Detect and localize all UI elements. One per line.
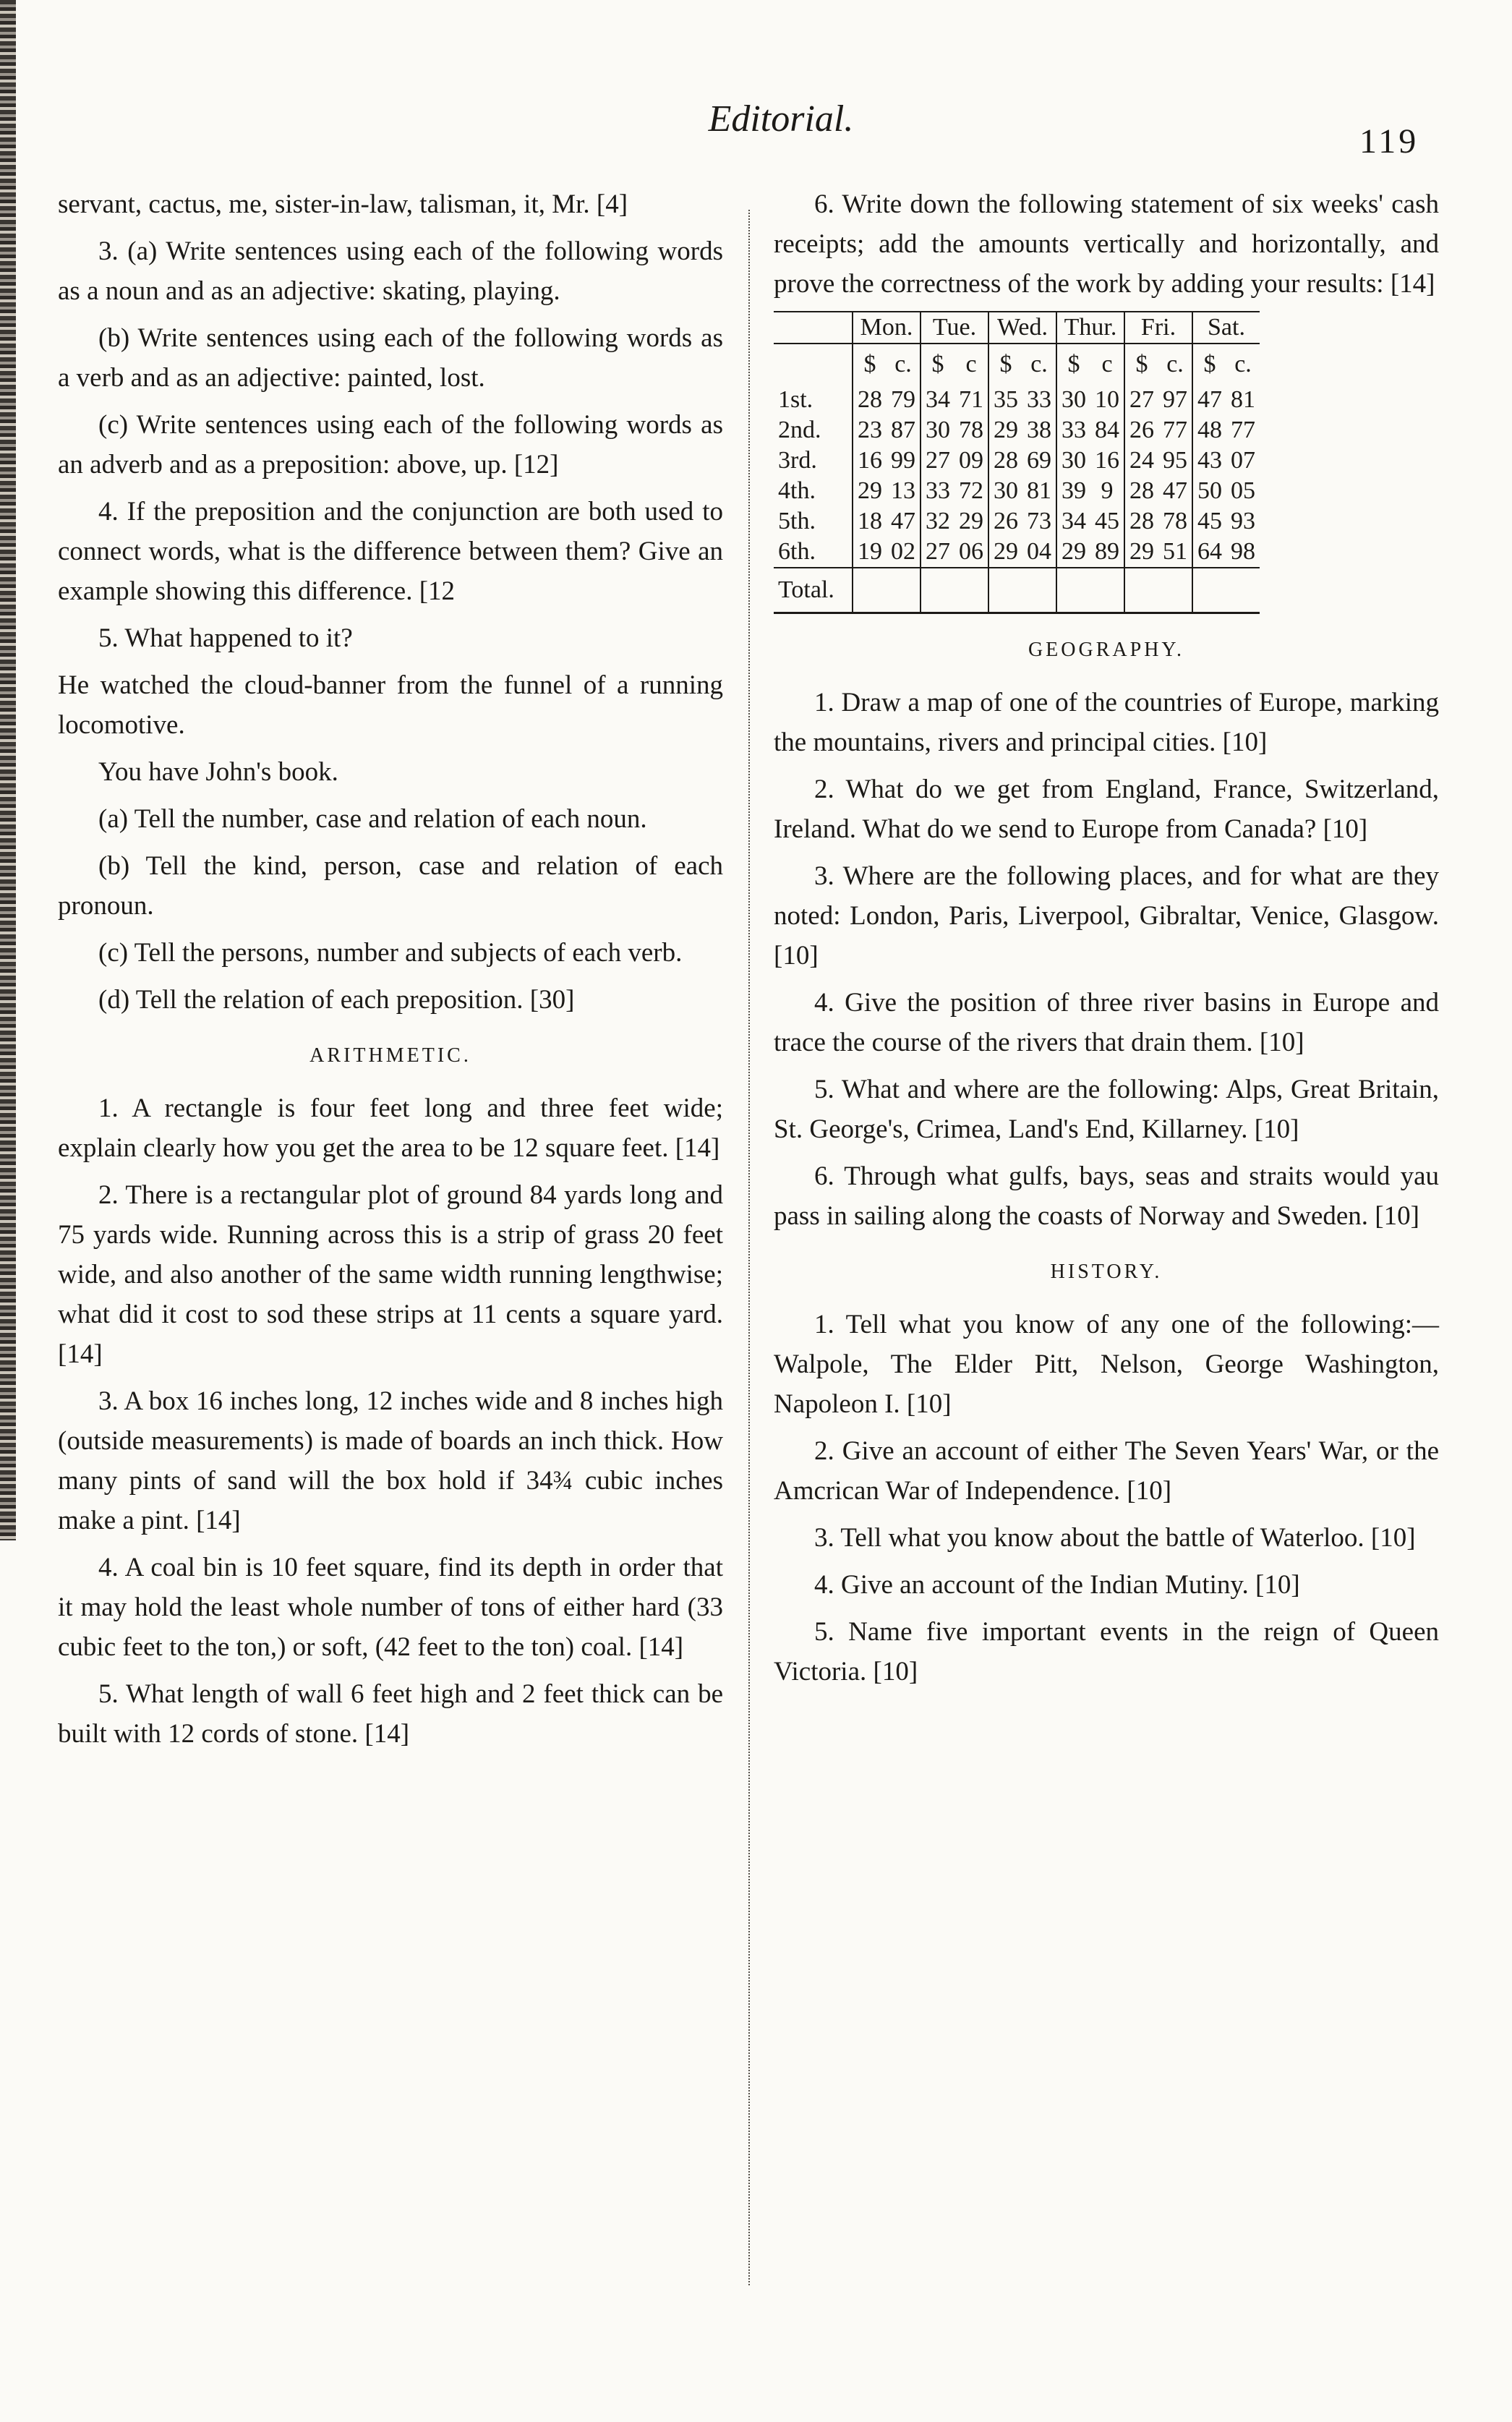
amount-cell: 47 xyxy=(1163,477,1187,504)
table-row xyxy=(774,506,1260,537)
currency-cell: c xyxy=(965,351,977,378)
amount-cell: 47 xyxy=(1192,385,1226,415)
amount-cell: 45 xyxy=(1192,506,1226,537)
amount-cell: 98 xyxy=(1231,538,1255,565)
week-label: 2nd. xyxy=(778,417,821,443)
right-column xyxy=(774,184,1439,1699)
amount-cell: 28 xyxy=(1124,506,1158,537)
right-paragraph: 3. Where are the following places, and for what are they noted: London, Paris, Liverpool, Gibraltar, Venice, Glasgow. [10] xyxy=(774,861,1439,971)
week-label: 6th. xyxy=(778,538,816,565)
amount-cell: 07 xyxy=(1231,447,1255,474)
amount-cell: 34 xyxy=(1056,506,1090,537)
day-header: Fri. xyxy=(1124,312,1192,344)
running-header-title: Editorial. xyxy=(708,98,854,140)
total-cell xyxy=(921,568,954,613)
amount-cell: 33 xyxy=(1056,415,1090,445)
right-paragraph: 4. Give the position of three river basins in Europe and trace the course of the rivers that drain them. [10] xyxy=(774,988,1439,1057)
amount-cell: 16 xyxy=(853,445,887,476)
left-column xyxy=(58,184,723,1761)
amount-cell: 29 xyxy=(853,476,887,506)
left-paragraph: 1. A rectangle is four feet long and three feet wide; explain clearly how you get the area to be 12 square feet. [14] xyxy=(58,1093,723,1163)
week-label: 1st. xyxy=(778,386,813,413)
currency-cell: $ xyxy=(853,344,887,385)
amount-cell: 72 xyxy=(959,477,983,504)
amount-cell: 23 xyxy=(853,415,887,445)
currency-cell: c xyxy=(1101,351,1113,378)
currency-cell: $ xyxy=(921,344,954,385)
currency-cell: c. xyxy=(1166,351,1184,378)
amount-cell: 34 xyxy=(921,385,954,415)
left-paragraph: 5. What happened to it? xyxy=(98,623,353,653)
total-cell xyxy=(1192,568,1226,613)
amount-cell: 64 xyxy=(1192,537,1226,568)
amount-cell: 19 xyxy=(853,537,887,568)
amount-cell: 30 xyxy=(1056,385,1090,415)
amount-cell: 78 xyxy=(1163,508,1187,534)
amount-cell: 89 xyxy=(1095,538,1119,565)
currency-cell: c. xyxy=(894,351,912,378)
amount-cell: 77 xyxy=(1231,417,1255,443)
amount-cell: 47 xyxy=(891,508,915,534)
amount-cell: 97 xyxy=(1163,386,1187,413)
right-paragraph: 5. What and where are the following: Alps, Great Britain, St. George's, Crimea, Land's End, Killarney. [10] xyxy=(774,1075,1439,1144)
table-corner xyxy=(774,312,853,344)
total-cell xyxy=(1124,568,1158,613)
amount-cell: 38 xyxy=(1027,417,1051,443)
total-cell xyxy=(1056,568,1090,613)
amount-cell: 77 xyxy=(1163,417,1187,443)
amount-cell: 69 xyxy=(1027,447,1051,474)
left-paragraph: You have John's book. xyxy=(98,757,338,787)
week-label: 5th. xyxy=(778,508,816,534)
amount-cell: 29 xyxy=(1056,537,1090,568)
amount-cell: 04 xyxy=(1027,538,1051,565)
left-paragraph: (c) Tell the persons, number and subjects of each verb. xyxy=(98,938,683,968)
section-heading: ARITHMETIC. xyxy=(309,1044,471,1067)
page-number: 119 xyxy=(1359,122,1419,161)
table-row xyxy=(774,385,1260,415)
amount-cell: 18 xyxy=(853,506,887,537)
day-header: Sat. xyxy=(1192,312,1260,344)
currency-cell: c. xyxy=(1234,351,1252,378)
left-paragraph: (c) Write sentences using each of the following words as an adverb and as a preposition: above, up. [12] xyxy=(58,410,723,479)
amount-cell: 78 xyxy=(959,417,983,443)
amount-cell: 33 xyxy=(921,476,954,506)
amount-cell: 81 xyxy=(1231,386,1255,413)
amount-cell: 99 xyxy=(891,447,915,474)
total-cell xyxy=(853,568,887,613)
total-cell xyxy=(954,568,988,613)
right-paragraph: 5. Name five important events in the reign of Queen Victoria. [10] xyxy=(774,1617,1439,1687)
total-cell xyxy=(1022,568,1056,613)
amount-cell: 9 xyxy=(1101,477,1114,504)
amount-cell: 09 xyxy=(959,447,983,474)
scanned-page-edge xyxy=(0,0,16,1540)
amount-cell: 30 xyxy=(1056,445,1090,476)
total-cell xyxy=(988,568,1022,613)
right-paragraph: 1. Tell what you know of any one of the following:—Walpole, The Elder Pitt, Nelson, George Washington, Napoleon I. [10] xyxy=(774,1310,1439,1419)
amount-cell: 28 xyxy=(1124,476,1158,506)
currency-cell: $ xyxy=(988,344,1022,385)
left-paragraph: servant, cactus, me, sister-in-law, talisman, it, Mr. [4] xyxy=(58,189,628,219)
amount-cell: 39 xyxy=(1056,476,1090,506)
amount-cell: 71 xyxy=(959,386,983,413)
total-cell xyxy=(1158,568,1192,613)
currency-row xyxy=(774,344,1260,385)
left-paragraph: (a) Tell the number, case and relation of each noun. xyxy=(98,804,647,834)
right-column-sections xyxy=(774,630,1439,1692)
right-paragraph: 4. Give an account of the Indian Mutiny. [10] xyxy=(814,1570,1300,1600)
right-paragraph: 6. Through what gulfs, bays, seas and straits would yau pass in sailing along the coasts of Norway and Sweden. [10] xyxy=(774,1161,1439,1231)
amount-cell: 29 xyxy=(1124,537,1158,568)
column-divider xyxy=(748,210,750,2285)
left-paragraph: He watched the cloud-banner from the funnel of a running locomotive. xyxy=(58,670,723,740)
section-heading: HISTORY. xyxy=(1050,1261,1163,1283)
day-header: Tue. xyxy=(921,312,988,344)
cash-receipts-table xyxy=(774,311,1260,614)
amount-cell: 79 xyxy=(891,386,915,413)
total-cell xyxy=(1090,568,1124,613)
amount-cell: 29 xyxy=(959,508,983,534)
table-row xyxy=(774,476,1260,506)
amount-cell: 33 xyxy=(1027,386,1051,413)
amount-cell: 26 xyxy=(1124,415,1158,445)
amount-cell: 29 xyxy=(988,415,1022,445)
amount-cell: 28 xyxy=(853,385,887,415)
amount-cell: 93 xyxy=(1231,508,1255,534)
table-row xyxy=(774,445,1260,476)
total-cell xyxy=(1226,568,1260,613)
amount-cell: 06 xyxy=(959,538,983,565)
day-header: Wed. xyxy=(988,312,1056,344)
amount-cell: 84 xyxy=(1095,417,1119,443)
day-header: Thur. xyxy=(1056,312,1124,344)
amount-cell: 45 xyxy=(1095,508,1119,534)
amount-cell: 13 xyxy=(891,477,915,504)
left-paragraph: (b) Write sentences using each of the following words as a verb and as an adjective: painted, lost. xyxy=(58,323,723,393)
table-row xyxy=(774,537,1260,568)
amount-cell: 05 xyxy=(1231,477,1255,504)
left-paragraph: (b) Tell the kind, person, case and relation of each pronoun. xyxy=(58,851,723,921)
amount-cell: 51 xyxy=(1163,538,1187,565)
amount-cell: 30 xyxy=(921,415,954,445)
amount-cell: 27 xyxy=(1124,385,1158,415)
amount-cell: 35 xyxy=(988,385,1022,415)
amount-cell: 32 xyxy=(921,506,954,537)
week-label: 4th. xyxy=(778,477,816,504)
week-label: 3rd. xyxy=(778,447,817,474)
amount-cell: 50 xyxy=(1192,476,1226,506)
amount-cell: 26 xyxy=(988,506,1022,537)
right-paragraph: 1. Draw a map of one of the countries of Europe, marking the mountains, rivers and principal cities. [10] xyxy=(774,688,1439,757)
amount-cell: 95 xyxy=(1163,447,1187,474)
right-paragraph: 2. Give an account of either The Seven Years' War, or the Amcrican War of Independence. [10] xyxy=(774,1436,1439,1506)
right-paragraph: 2. What do we get from England, France, Switzerland, Ireland. What do we send to Europe from Canada? [10] xyxy=(774,775,1439,844)
amount-cell: 81 xyxy=(1027,477,1051,504)
left-paragraph: 4. A coal bin is 10 feet square, find its depth in order that it may hold the least whole number of tons of either hard (33 cubic feet to the ton,) or soft, (42 feet to the ton) coal. [14] xyxy=(58,1553,723,1662)
right-paragraph: 3. Tell what you know about the battle of Waterloo. [10] xyxy=(814,1523,1416,1553)
amount-cell: 73 xyxy=(1027,508,1051,534)
section-heading: GEOGRAPHY. xyxy=(1028,639,1185,661)
left-paragraph: 5. What length of wall 6 feet high and 2 feet thick can be built with 12 cords of stone. [14] xyxy=(58,1679,723,1749)
total-row xyxy=(774,568,1260,613)
day-header: Mon. xyxy=(853,312,921,344)
amount-cell: 24 xyxy=(1124,445,1158,476)
currency-cell: $ xyxy=(1192,344,1226,385)
table-row xyxy=(774,415,1260,445)
currency-cell: $ xyxy=(1056,344,1090,385)
amount-cell: 16 xyxy=(1095,447,1119,474)
amount-cell: 10 xyxy=(1095,386,1119,413)
arithmetic-question-6: 6. Write down the following statement of six weeks' cash receipts; add the amounts vertically and horizontally, and prove the correctness of the work by adding your results: [14] xyxy=(774,189,1439,299)
currency-cell: c. xyxy=(1030,351,1048,378)
amount-cell: 29 xyxy=(988,537,1022,568)
left-paragraph: 2. There is a rectangular plot of ground 84 yards long and 75 yards wide. Running across this is a strip of grass 20 feet wide, and also another of the same width running lengthwise; what did it cost to sod these strips at 11 cents a square yard. [14] xyxy=(58,1180,723,1369)
left-paragraph: 3. A box 16 inches long, 12 inches wide and 8 inches high (outside measurements) is made of boards an inch thick. How many pints of sand will the box hold if 34¾ cubic inches make a pint. [14] xyxy=(58,1386,723,1535)
left-paragraph: 3. (a) Write sentences using each of the following words as a noun and as an adjective: skating, playing. xyxy=(58,236,723,306)
amount-cell: 87 xyxy=(891,417,915,443)
amount-cell: 43 xyxy=(1192,445,1226,476)
total-label: Total. xyxy=(774,568,853,613)
left-paragraph: 4. If the preposition and the conjunction are both used to connect words, what is the difference between them? Give an example showing this difference. [12 xyxy=(58,497,723,606)
amount-cell: 27 xyxy=(921,445,954,476)
amount-cell: 28 xyxy=(988,445,1022,476)
currency-cell: $ xyxy=(1124,344,1158,385)
amount-cell: 27 xyxy=(921,537,954,568)
amount-cell: 02 xyxy=(891,538,915,565)
amount-cell: 30 xyxy=(988,476,1022,506)
amount-cell: 48 xyxy=(1192,415,1226,445)
total-cell xyxy=(887,568,921,613)
left-paragraph: (d) Tell the relation of each preposition. [30] xyxy=(98,985,575,1015)
